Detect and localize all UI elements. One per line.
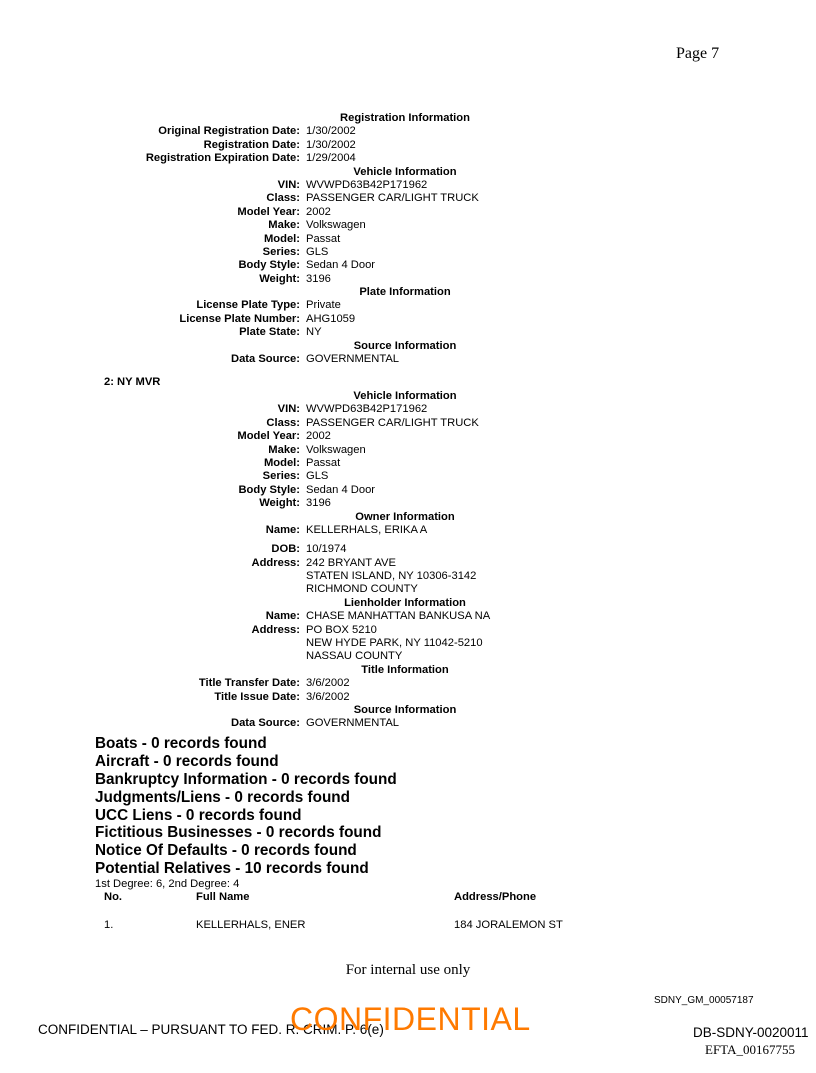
col-header-no: No. xyxy=(104,891,123,903)
bates-number-small: SDNY_GM_00057187 xyxy=(654,995,754,1006)
field-data-source: Data Source: GOVERNMENTAL xyxy=(230,353,400,366)
count-boats: Boats - 0 records found xyxy=(95,735,267,752)
field-title-issue: Title Issue Date: 3/6/2002 xyxy=(214,690,350,703)
owner-address-line-3: RICHMOND COUNTY xyxy=(306,583,418,596)
field-vin: VIN: WVWPD63B42P171962 xyxy=(277,403,428,416)
field-model: Model: Passat xyxy=(263,456,341,469)
field-dob: DOB: 10/1974 xyxy=(271,543,347,556)
source-header: Source Information xyxy=(353,703,457,716)
field-body-style: Body Style: Sedan 4 Door xyxy=(238,483,376,496)
field-registration-expiration: Registration Expiration Date: 1/29/2004 xyxy=(145,152,356,165)
record-counts xyxy=(95,735,397,878)
field-model-year: Model Year: 2002 xyxy=(237,205,331,218)
title-header: Title Information xyxy=(361,663,449,676)
field-lien-name: Name: CHASE MANHATTAN BANKUSA NA xyxy=(265,610,491,623)
count-aircraft: Aircraft - 0 records found xyxy=(95,752,279,770)
lienholder-header: Lienholder Information xyxy=(344,596,466,609)
field-plate-state: Plate State: NY xyxy=(239,326,322,339)
count-ucc: UCC Liens - 0 records found xyxy=(95,806,302,824)
field-class: Class: PASSENGER CAR/LIGHT TRUCK xyxy=(266,192,479,205)
relative-row-no: 1. xyxy=(104,919,114,931)
plate-header: Plate Information xyxy=(359,286,451,299)
field-title-transfer: Title Transfer Date: 3/6/2002 xyxy=(198,677,350,690)
confidential-notice: CONFIDENTIAL – PURSUANT TO FED. R. CRIM. P. 6(e) xyxy=(38,1022,384,1037)
col-header-name: Full Name xyxy=(196,891,250,903)
registration-header: Registration Information xyxy=(340,112,470,124)
field-class: Class: PASSENGER CAR/LIGHT TRUCK xyxy=(266,416,479,429)
record-1 xyxy=(0,112,816,366)
record-2-title: 2: NY MVR xyxy=(104,376,161,388)
field-owner-name: Name: KELLERHALS, ERIKA A xyxy=(265,523,428,536)
field-series: Series: GLS xyxy=(262,245,329,258)
field-weight: Weight: 3196 xyxy=(259,272,331,285)
degree-summary: 1st Degree: 6, 2nd Degree: 4 xyxy=(95,878,240,890)
field-body-style: Body Style: Sedan 4 Door xyxy=(238,259,376,272)
field-lien-address: Address: PO BOX 5210 xyxy=(251,623,377,636)
field-original-registration-date: Original Registration Date: 1/30/2002 xyxy=(158,125,356,138)
record-2 xyxy=(0,390,816,731)
count-defaults: Notice Of Defaults - 0 records found xyxy=(95,842,357,860)
field-series: Series: GLS xyxy=(262,470,329,483)
count-relatives: Potential Relatives - 10 records found xyxy=(95,860,369,878)
col-header-address: Address/Phone xyxy=(454,891,537,903)
field-model-year: Model Year: 2002 xyxy=(237,430,331,443)
field-weight: Weight: 3196 xyxy=(259,497,331,510)
field-registration-date: Registration Date: 1/30/2002 xyxy=(203,138,356,151)
field-plate-type: License Plate Type: Private xyxy=(196,299,341,312)
field-plate-number: License Plate Number: AHG1059 xyxy=(179,312,356,325)
source-header: Source Information xyxy=(353,339,457,352)
owner-address-line-2: STATEN ISLAND, NY 10306-3142 xyxy=(306,570,477,583)
field-make: Make: Volkswagen xyxy=(268,219,366,232)
field-model: Model: Passat xyxy=(263,232,341,245)
relative-row-address: 184 JORALEMON ST xyxy=(454,919,563,931)
efta-number: EFTA_00167755 xyxy=(705,1042,795,1057)
field-make: Make: Volkswagen xyxy=(268,443,366,456)
bates-number-large: DB-SDNY-0020011 xyxy=(693,1025,809,1040)
field-owner-address: Address: 242 BRYANT AVE xyxy=(251,556,396,569)
lien-address-line-2: NEW HYDE PARK, NY 11042-5210 xyxy=(306,637,483,650)
internal-use-note: For internal use only xyxy=(345,962,471,978)
vehicle-header: Vehicle Information xyxy=(353,390,457,402)
relative-row-name: KELLERHALS, ENER xyxy=(196,919,306,931)
field-data-source: Data Source: GOVERNMENTAL xyxy=(230,717,400,730)
count-bankruptcy: Bankruptcy Information - 0 records found xyxy=(95,770,397,788)
lien-address-line-3: NASSAU COUNTY xyxy=(306,650,403,663)
count-judgments: Judgments/Liens - 0 records found xyxy=(95,788,350,806)
count-fictitious: Fictitious Businesses - 0 records found xyxy=(95,824,382,842)
owner-header: Owner Information xyxy=(355,510,455,523)
vehicle-header: Vehicle Information xyxy=(353,165,457,178)
confidential-stamp: CONFIDENTIAL xyxy=(290,1001,531,1037)
field-vin: VIN: WVWPD63B42P171962 xyxy=(277,178,428,191)
page-number: Page 7 xyxy=(676,45,720,62)
